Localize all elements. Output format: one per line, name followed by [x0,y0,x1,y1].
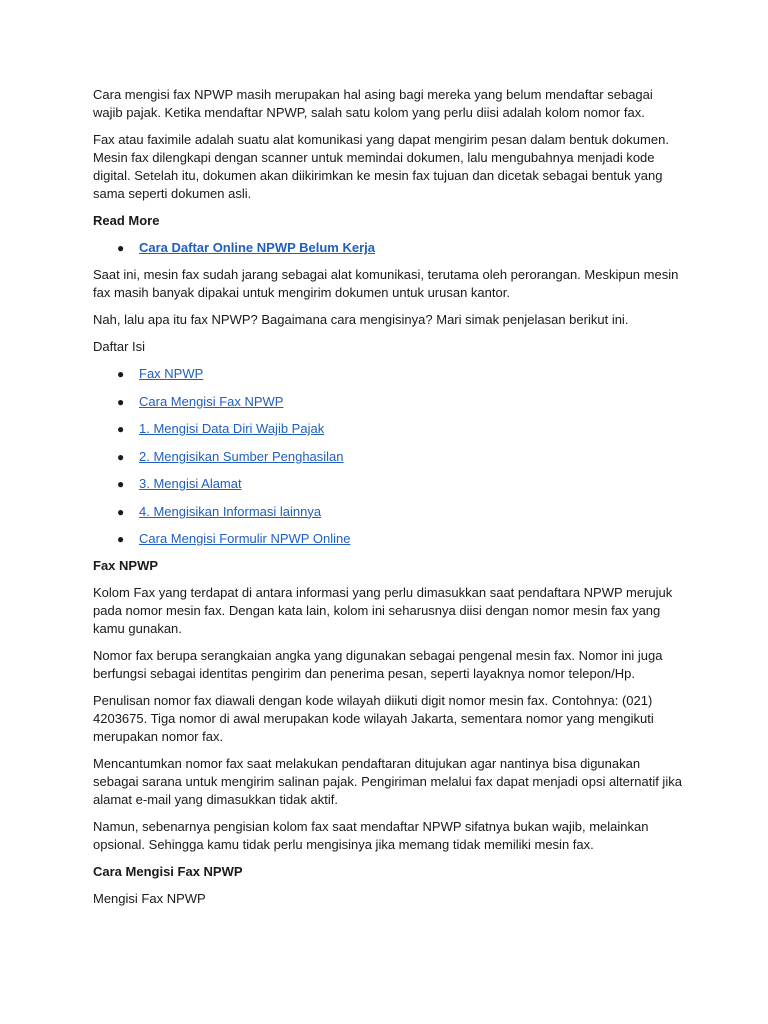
bullet-icon: ● [117,367,125,381]
list-item [117,393,683,411]
section-heading-fax-npwp: Fax NPWP [93,558,159,573]
toc-label: Daftar Isi [93,339,146,354]
fax-paragraph-3: Penulisan nomor fax diawali dengan kode wilayah diikuti digit nomor mesin fax. Contohnya: (021) 4203675. Tiga nomor di awal merupakan kode wilayah Jakarta, sementara nomor yang mengikuti merupakan nomor fax. [93,693,654,744]
bullet-icon: ● [117,394,125,409]
list-item [117,365,683,383]
toc-link-cara-mengisi[interactable]: Cara Mengisi Fax NPWP [139,393,284,409]
toc-link-sumber-penghasilan[interactable]: 2. Mengisikan Sumber Penghasilan [139,448,344,464]
intro-paragraph-1: Cara mengisi fax NPWP masih merupakan hal asing bagi mereka yang belum mendaftar sebagai wajib pajak. Ketika mendaftar NPWP, salah satu kolom yang perlu diisi adalah kolom nomor fax. [93,87,653,120]
fax-paragraph-2: Nomor fax berupa serangkaian angka yang digunakan sebagai pengenal mesin fax. Nomor ini juga berfungsi sebagai identitas pengirim dan penerima pesan, seperti layaknya nomor telepon/Hp. [93,648,663,681]
body-paragraph-1: Saat ini, mesin fax sudah jarang sebagai alat komunikasi, terutama oleh perorangan. Meskipun mesin fax masih banyak dipakai untuk mengirim dokumen untuk urusan kantor. [93,267,679,300]
document-page [93,86,683,917]
toc-link-data-diri[interactable]: 1. Mengisi Data Diri Wajib Pajak [139,421,325,436]
bullet-icon: ● [117,422,125,436]
toc-link-alamat[interactable]: 3. Mengisi Alamat [139,476,242,491]
bullet-icon: ● [117,504,125,519]
fax-paragraph-1: Kolom Fax yang terdapat di antara informasi yang perlu dimasukkan saat pendaftara NPWP merujuk pada nomor mesin fax. Dengan kata lain, kolom ini seharusnya diisi dengan nomor mesin fax yang kamu gunakan. [93,585,673,636]
fax-paragraph-5: Namun, sebenarnya pengisian kolom fax saat mendaftar NPWP sifatnya bukan wajib, melainkan opsional. Sehingga kamu tidak perlu mengisinya jika memang tidak memiliki mesin fax. [93,819,649,852]
read-more-link[interactable]: Cara Daftar Online NPWP Belum Kerja [139,240,375,255]
read-more-label: Read More [93,213,160,228]
section-heading-cara-mengisi: Cara Mengisi Fax NPWP [93,864,243,879]
list-item [117,530,683,548]
bullet-icon: ● [117,532,125,546]
bullet-icon: ● [117,477,125,491]
fax-paragraph-4: Mencantumkan nomor fax saat melakukan pendaftaran ditujukan agar nantinya bisa digunakan sebagai sarana untuk mengirim salinan pajak. Pengiriman melalui fax dapat menjadi opsi alternatif jika alamat e-mail yang dimasukkan tidak aktif. [93,756,682,807]
bullet-icon: ● [117,241,125,255]
list-item [117,503,683,521]
read-more-list [93,239,683,257]
toc-list [93,365,683,548]
list-item [117,239,683,257]
bullet-icon: ● [117,449,125,464]
list-item [117,475,683,493]
toc-link-informasi-lainnya[interactable]: 4. Mengisikan Informasi lainnya [139,503,322,519]
list-item [117,420,683,438]
section-subheading: Mengisi Fax NPWP [93,891,206,906]
intro-paragraph-2: Fax atau faximile adalah suatu alat komunikasi yang dapat mengirim pesan dalam bentuk dokumen. Mesin fax dilengkapi dengan scanner untuk memindai dokumen, lalu mengubahnya menjadi kode digital. Setelah itu, dokumen akan diikirimkan ke mesin fax tujuan dan dicetak sebagai bentuk yang sama seperti dokumen asli. [93,132,669,201]
toc-link-formulir-online[interactable]: Cara Mengisi Formulir NPWP Online [139,531,351,546]
list-item [117,448,683,466]
body-paragraph-2: Nah, lalu apa itu fax NPWP? Bagaimana cara mengisinya? Mari simak penjelasan berikut ini. [93,312,629,327]
toc-link-fax-npwp[interactable]: Fax NPWP [139,366,204,381]
